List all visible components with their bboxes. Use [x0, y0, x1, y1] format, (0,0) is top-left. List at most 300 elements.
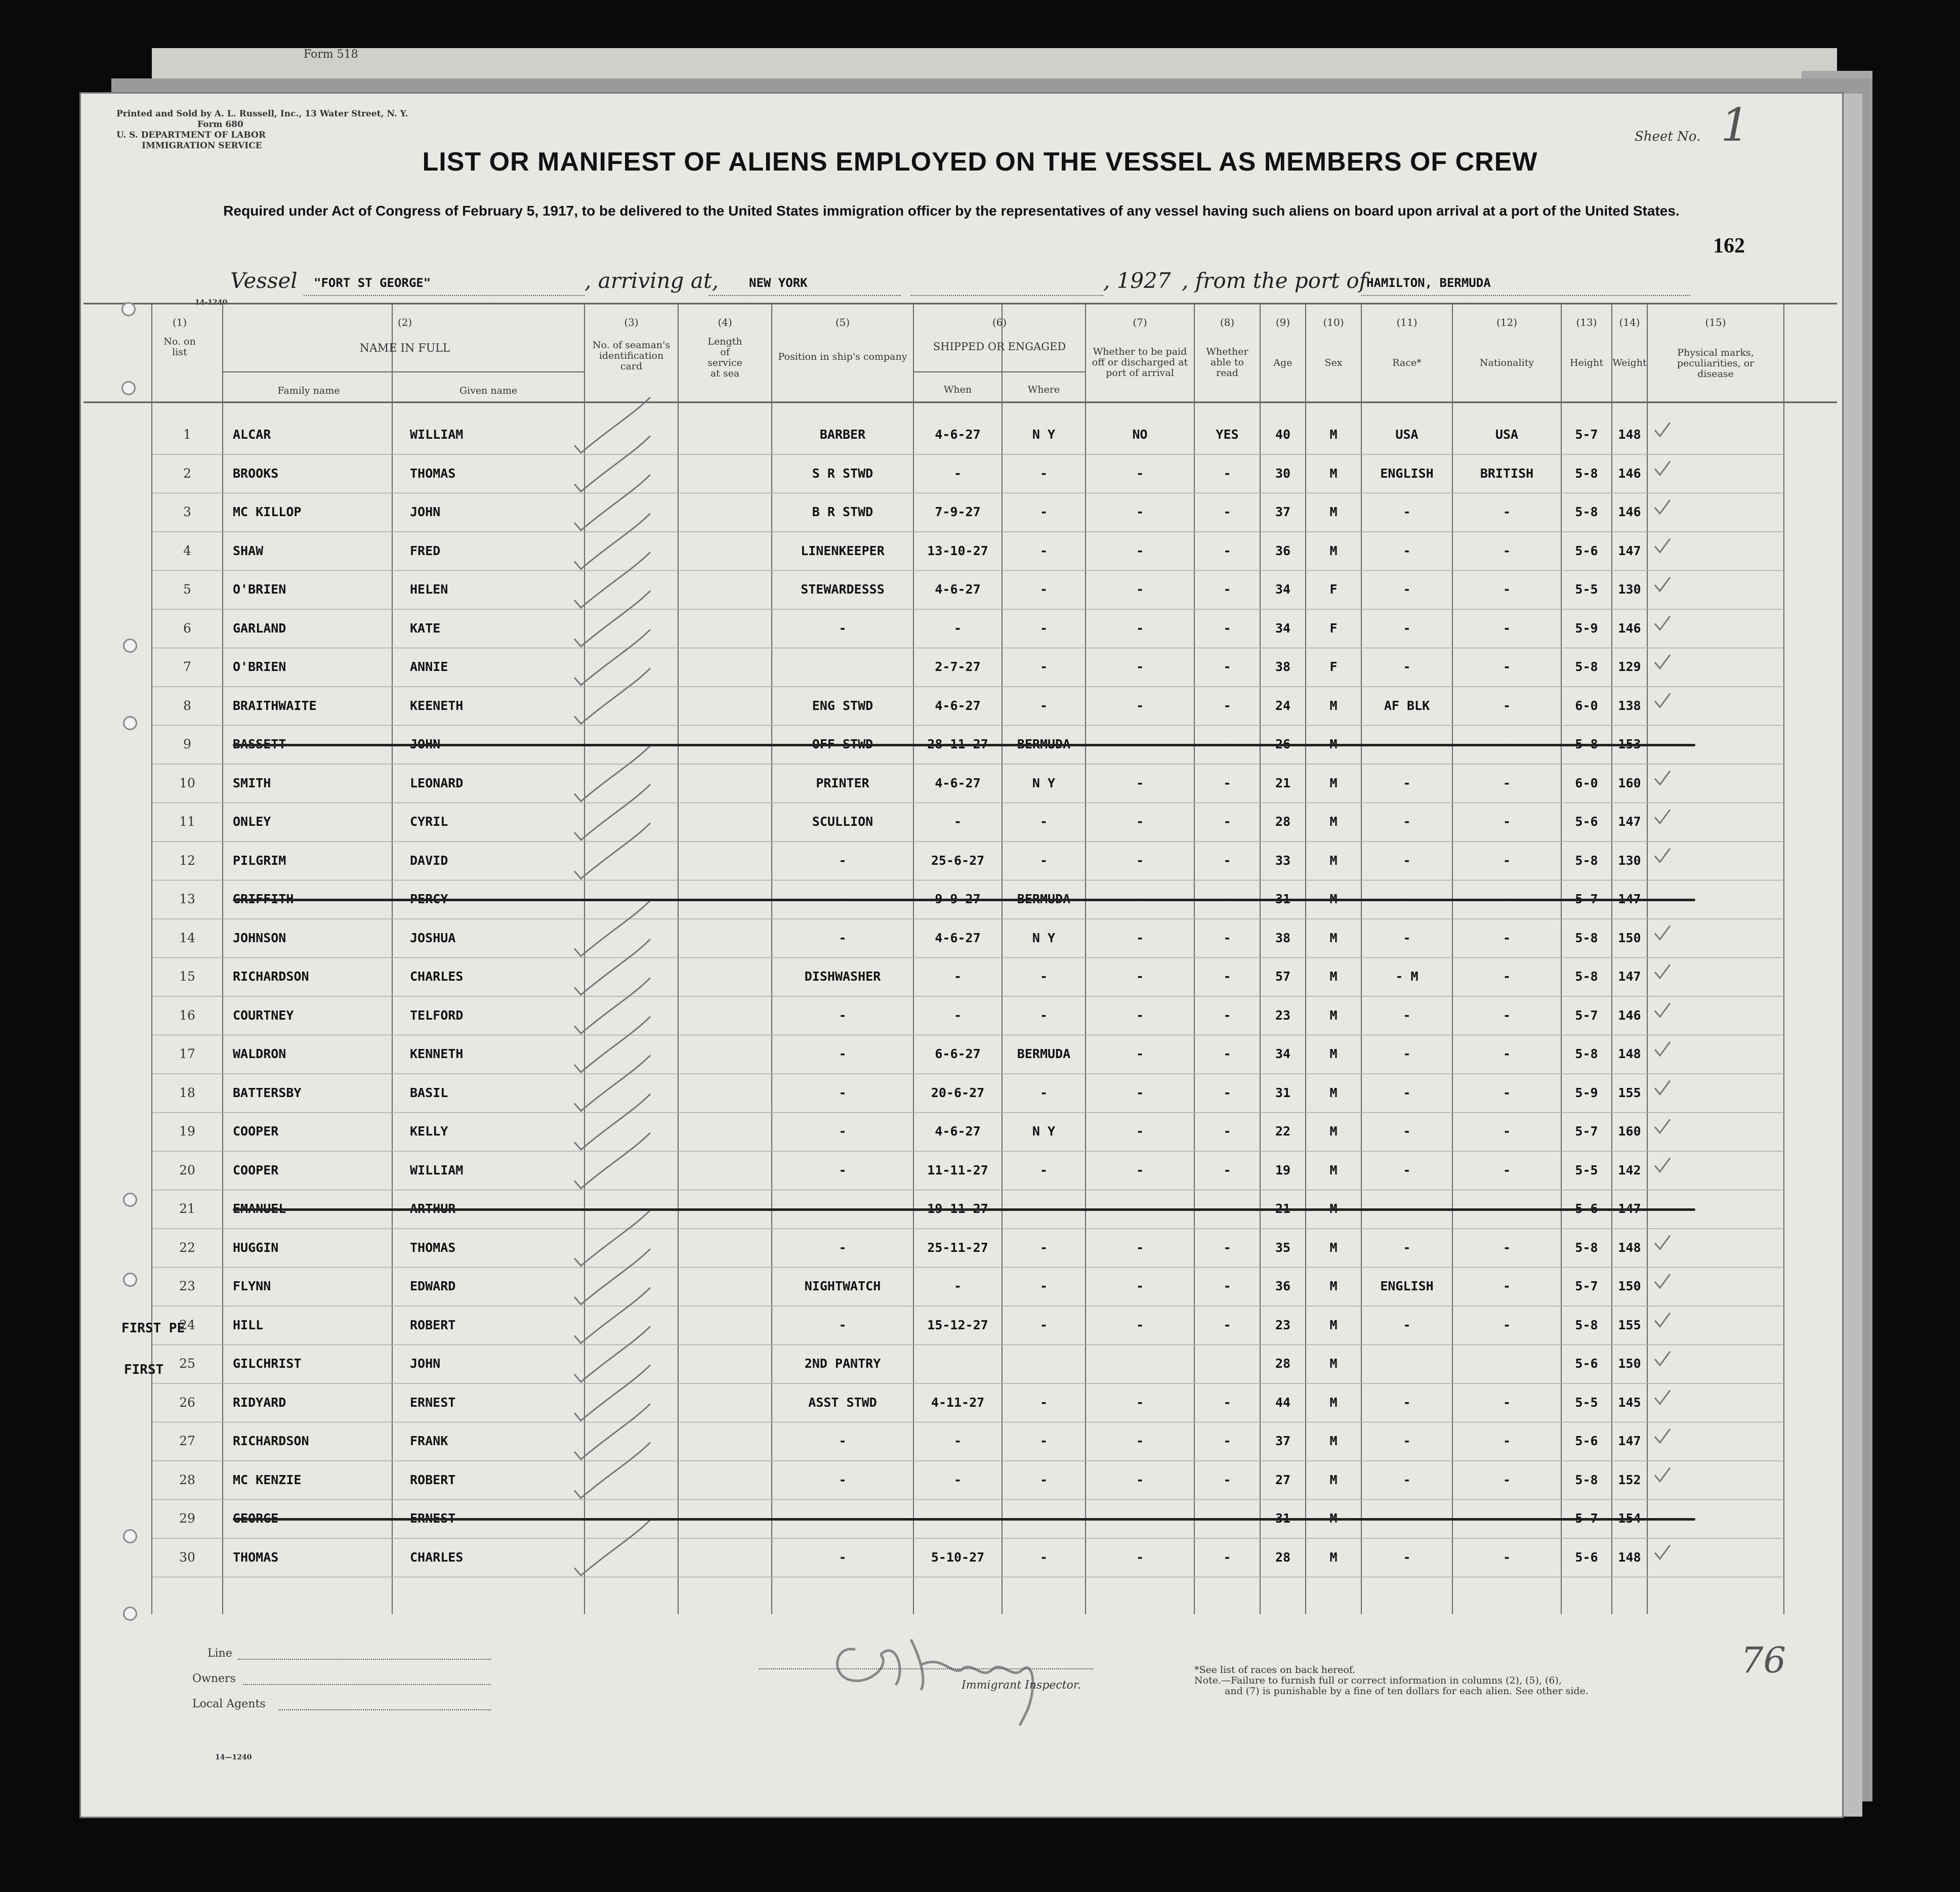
- tick-mark: [1655, 849, 1670, 862]
- row-3-no: 3: [183, 504, 191, 519]
- row-15-paid: -: [1136, 969, 1144, 984]
- row-28-position: -: [839, 1472, 847, 1487]
- row-21-no: 21: [179, 1201, 195, 1216]
- row-25-height: 5-6: [1575, 1356, 1598, 1371]
- row-5-age: 34: [1275, 582, 1291, 597]
- row-8-paid: -: [1136, 698, 1144, 713]
- binder-hole: [123, 1193, 137, 1207]
- row-18-sex: M: [1329, 1085, 1338, 1100]
- row-13-no: 13: [179, 892, 195, 906]
- tick-mark: [1655, 1158, 1670, 1172]
- row-5-position: STEWARDESSS: [801, 582, 885, 597]
- row-17-height: 5-8: [1575, 1046, 1598, 1061]
- margin-note-25: FIRST: [124, 1362, 164, 1377]
- row-2-position: S R STWD: [812, 466, 873, 481]
- row-23-age: 36: [1275, 1279, 1291, 1293]
- row-3-weight: 146: [1618, 504, 1641, 519]
- row-20-position: -: [839, 1162, 847, 1178]
- row-4-when: 13-10-27: [927, 543, 988, 558]
- tick-mark: [1655, 1429, 1670, 1443]
- service: IMMIGRATION SERVICE: [142, 141, 262, 151]
- row-10-no: 10: [179, 775, 195, 790]
- col-3-label: No. of seaman's identification card: [592, 340, 671, 372]
- row-3-where: -: [1039, 504, 1048, 519]
- row-20-race: -: [1403, 1162, 1411, 1178]
- col-12-label: Nationality: [1479, 357, 1534, 368]
- row-5-given: HELEN: [410, 582, 448, 597]
- row-24-age: 23: [1275, 1317, 1291, 1332]
- tick-mark: [1655, 616, 1670, 630]
- row-18-nat: -: [1503, 1085, 1511, 1100]
- row-24-height: 5-8: [1575, 1317, 1598, 1332]
- row-8-age: 24: [1275, 698, 1291, 713]
- row-10-nat: -: [1503, 775, 1511, 790]
- row-2-age: 30: [1275, 466, 1291, 481]
- row-18-where: -: [1039, 1085, 1048, 1100]
- row-15-race: - M: [1395, 969, 1419, 984]
- row-4-weight: 147: [1618, 543, 1641, 558]
- footer-owners-field: [243, 1684, 491, 1685]
- row-8-position: ENG STWD: [812, 698, 873, 713]
- binder-hole: [123, 1529, 137, 1543]
- row-20-read: -: [1223, 1162, 1231, 1178]
- row-17-nat: -: [1503, 1046, 1511, 1061]
- pencil-check-mark: [574, 784, 650, 840]
- handwritten-page-mark: 76: [1741, 1639, 1786, 1681]
- row-18-given: BASIL: [410, 1085, 448, 1100]
- row-24-race: -: [1403, 1317, 1411, 1332]
- tick-mark: [1655, 500, 1670, 514]
- tick-mark: [1655, 810, 1670, 823]
- row-19-sex: M: [1329, 1124, 1338, 1139]
- pencil-check-mark: [574, 629, 650, 685]
- row-16-race: -: [1403, 1007, 1411, 1023]
- row-16-weight: 146: [1618, 1007, 1641, 1023]
- row-23-read: -: [1223, 1279, 1231, 1293]
- row-19-given: KELLY: [410, 1124, 448, 1139]
- row-16-position: -: [839, 1007, 847, 1023]
- printer-line: Printed and Sold by A. L. Russell, Inc., 13 Water Street, N. Y.: [116, 109, 408, 119]
- row-22-race: -: [1403, 1240, 1411, 1255]
- sheet-number-value: 1: [1721, 99, 1750, 152]
- row-4-height: 5-6: [1575, 543, 1598, 558]
- binder-hole: [123, 1607, 137, 1621]
- row-30-given: CHARLES: [410, 1549, 464, 1565]
- row-10-paid: -: [1136, 775, 1144, 790]
- row-22-when: 25-11-27: [927, 1240, 988, 1255]
- row-26-age: 44: [1275, 1395, 1291, 1410]
- row-3-when: 7-9-27: [935, 504, 981, 519]
- margin-note-24: FIRST PE: [121, 1321, 185, 1336]
- row-11-given: CYRIL: [410, 814, 448, 829]
- row-11-age: 28: [1275, 814, 1291, 829]
- row-23-nat: -: [1503, 1279, 1511, 1293]
- col-7-num: (7): [1133, 316, 1147, 328]
- row-30-when: 5-10-27: [931, 1549, 985, 1565]
- row-30-weight: 148: [1618, 1549, 1641, 1565]
- pencil-check-mark: [574, 1404, 650, 1459]
- col-10-num: (10): [1323, 316, 1344, 328]
- form-label: Form 518: [304, 48, 358, 61]
- row-4-position: LINENKEEPER: [801, 543, 885, 558]
- row-22-read: -: [1223, 1240, 1231, 1255]
- row-16-family: COURTNEY: [233, 1007, 294, 1023]
- pencil-check-mark: [574, 1288, 650, 1343]
- row-26-weight: 145: [1618, 1395, 1641, 1410]
- row-4-paid: -: [1136, 543, 1144, 558]
- row-6-given: KATE: [410, 620, 441, 636]
- footer-line-label: Line: [207, 1647, 232, 1660]
- row-7-no: 7: [183, 659, 191, 674]
- tick-mark: [1655, 655, 1670, 668]
- arrival-port: NEW YORK: [749, 276, 808, 290]
- row-7-weight: 129: [1618, 659, 1641, 674]
- row-3-sex: M: [1329, 504, 1338, 519]
- row-3-given: JOHN: [410, 504, 441, 519]
- pencil-check-mark: [574, 939, 650, 995]
- col-15-num: (15): [1705, 316, 1726, 328]
- col-7-label: Whether to be paid off or discharged at port of arrival: [1092, 346, 1188, 379]
- page-title: LIST OR MANIFEST OF ALIENS EMPLOYED ON THE VESSEL AS MEMBERS OF CREW: [422, 147, 1538, 177]
- row-19-height: 5-7: [1575, 1124, 1598, 1139]
- row-18-race: -: [1403, 1085, 1411, 1100]
- row-8-read: -: [1223, 698, 1231, 713]
- row-25-age: 28: [1275, 1356, 1291, 1371]
- row-25-no: 25: [179, 1356, 195, 1371]
- row-8-height: 6-0: [1575, 698, 1598, 713]
- col-1-num: (1): [172, 316, 187, 328]
- row-20-given: WILLIAM: [410, 1162, 464, 1178]
- row-10-weight: 160: [1618, 775, 1641, 790]
- row-13-strikethrough: [233, 899, 1695, 901]
- row-1-read: YES: [1216, 427, 1239, 442]
- row-22-age: 35: [1275, 1240, 1291, 1255]
- row-22-height: 5-8: [1575, 1240, 1598, 1255]
- row-15-family: RICHARDSON: [233, 969, 309, 984]
- tick-mark: [1655, 771, 1670, 785]
- col-15-label: Physical marks, peculiarities, or disease: [1677, 347, 1755, 380]
- row-10-position: PRINTER: [816, 775, 869, 790]
- row-29-no: 29: [179, 1511, 195, 1526]
- footer-note: [1194, 1665, 1589, 1697]
- row-14-given: JOSHUA: [410, 930, 456, 945]
- row-5-weight: 130: [1618, 582, 1641, 597]
- pencil-check-mark: [574, 1443, 650, 1498]
- row-14-read: -: [1223, 930, 1231, 945]
- row-8-weight: 138: [1618, 698, 1641, 713]
- row-3-read: -: [1223, 504, 1231, 519]
- row-27-when: -: [953, 1434, 962, 1448]
- row-24-when: 15-12-27: [927, 1317, 988, 1332]
- row-7-read: -: [1223, 659, 1231, 674]
- row-26-where: -: [1039, 1395, 1048, 1410]
- pencil-check-mark: [574, 746, 650, 802]
- row-28-age: 27: [1275, 1472, 1291, 1487]
- row-1-sex: M: [1329, 427, 1338, 442]
- row-7-nat: -: [1503, 659, 1511, 674]
- row-8-family: BRAITHWAITE: [233, 698, 317, 713]
- row-4-nat: -: [1503, 543, 1511, 558]
- row-22-position: -: [839, 1240, 847, 1255]
- row-17-read: -: [1223, 1046, 1231, 1061]
- row-18-family: BATTERSBY: [233, 1085, 302, 1100]
- row-6-position: -: [839, 620, 847, 636]
- row-5-family: O'BRIEN: [233, 582, 286, 597]
- row-19-weight: 160: [1618, 1124, 1641, 1139]
- row-24-read: -: [1223, 1317, 1231, 1332]
- row-16-sex: M: [1329, 1007, 1338, 1023]
- row-16-no: 16: [179, 1007, 195, 1023]
- pencil-check-mark: [574, 1520, 650, 1576]
- pencil-check-mark: [574, 1056, 650, 1111]
- row-23-race: ENGLISH: [1380, 1279, 1434, 1293]
- footer-note-races: *See list of races on back hereof.: [1194, 1664, 1356, 1675]
- col-6-when: When: [943, 384, 972, 395]
- row-1-where: N Y: [1032, 427, 1056, 442]
- row-24-no: 24: [179, 1317, 195, 1332]
- from-port-label: , from the port of: [1182, 268, 1367, 293]
- col-9-num: (9): [1275, 316, 1290, 328]
- row-26-read: -: [1223, 1395, 1231, 1410]
- row-2-weight: 146: [1618, 466, 1641, 481]
- row-26-paid: -: [1136, 1395, 1144, 1410]
- tick-mark: [1655, 1081, 1670, 1095]
- pencil-check-mark: [574, 475, 650, 530]
- tick-mark: [1655, 461, 1670, 475]
- row-11-position: SCULLION: [812, 814, 873, 829]
- row-1-race: USA: [1395, 427, 1419, 442]
- row-1-weight: 148: [1618, 427, 1641, 442]
- row-12-sex: M: [1329, 853, 1338, 868]
- row-27-race: -: [1403, 1434, 1411, 1448]
- row-19-age: 22: [1275, 1124, 1291, 1139]
- row-19-nat: -: [1503, 1124, 1511, 1139]
- footer-note-penalty-cont: and (7) is punishable by a fine of ten dollars for each alien. See other side.: [1225, 1686, 1589, 1697]
- row-17-when: 6-6-27: [935, 1046, 981, 1061]
- tick-mark: [1655, 1003, 1670, 1017]
- row-15-position: DISHWASHER: [804, 969, 881, 984]
- row-30-race: -: [1403, 1549, 1411, 1565]
- row-24-where: -: [1039, 1317, 1048, 1332]
- row-6-sex: F: [1329, 620, 1338, 636]
- row-23-when: -: [953, 1279, 962, 1293]
- row-19-family: COOPER: [233, 1124, 279, 1139]
- row-10-when: 4-6-27: [935, 775, 981, 790]
- row-10-race: -: [1403, 775, 1411, 790]
- row-6-read: -: [1223, 620, 1231, 636]
- row-10-age: 21: [1275, 775, 1291, 790]
- col-6-num: (6): [992, 316, 1007, 328]
- row-17-no: 17: [179, 1046, 195, 1061]
- row-12-family: PILGRIM: [233, 853, 286, 868]
- arriving-label: , arriving at,: [585, 268, 719, 293]
- row-30-no: 30: [179, 1549, 195, 1565]
- row-16-given: TELFORD: [410, 1007, 464, 1023]
- row-12-paid: -: [1136, 853, 1144, 868]
- row-16-where: -: [1039, 1007, 1048, 1023]
- pencil-check-mark: [574, 552, 650, 608]
- row-10-read: -: [1223, 775, 1231, 790]
- row-30-paid: -: [1136, 1549, 1144, 1565]
- row-14-height: 5-8: [1575, 930, 1598, 945]
- row-25-weight: 150: [1618, 1356, 1641, 1371]
- row-25-sex: M: [1329, 1356, 1338, 1371]
- row-22-family: HUGGIN: [233, 1240, 279, 1255]
- row-3-paid: -: [1136, 504, 1144, 519]
- row-24-nat: -: [1503, 1317, 1511, 1332]
- row-4-age: 36: [1275, 543, 1291, 558]
- row-11-family: ONLEY: [233, 814, 271, 829]
- tick-mark: [1655, 1313, 1670, 1327]
- row-5-race: -: [1403, 582, 1411, 597]
- row-18-height: 5-9: [1575, 1085, 1598, 1100]
- row-27-position: -: [839, 1434, 847, 1448]
- row-15-where: -: [1039, 969, 1048, 984]
- row-28-race: -: [1403, 1472, 1411, 1487]
- row-22-where: -: [1039, 1240, 1048, 1255]
- col-6-where: Where: [1027, 384, 1060, 395]
- row-28-where: -: [1039, 1472, 1048, 1487]
- row-17-given: KENNETH: [410, 1046, 464, 1061]
- row-2-no: 2: [183, 466, 191, 481]
- row-22-paid: -: [1136, 1240, 1144, 1255]
- row-23-where: -: [1039, 1279, 1048, 1293]
- tick-mark: [1655, 423, 1670, 436]
- col-4-label: Length of service at sea: [707, 336, 742, 379]
- row-6-where: -: [1039, 620, 1048, 636]
- col-12-num: (12): [1496, 316, 1518, 328]
- tick-mark: [1655, 1391, 1670, 1404]
- row-17-weight: 148: [1618, 1046, 1641, 1061]
- row-23-given: EDWARD: [410, 1279, 456, 1293]
- row-23-weight: 150: [1618, 1279, 1641, 1293]
- tick-mark: [1655, 926, 1670, 940]
- row-28-nat: -: [1503, 1472, 1511, 1487]
- row-4-where: -: [1039, 543, 1048, 558]
- row-5-read: -: [1223, 582, 1231, 597]
- row-10-sex: M: [1329, 775, 1338, 790]
- pencil-check-mark: [574, 1210, 650, 1266]
- sheet-number-label: Sheet No.: [1635, 129, 1701, 144]
- row-20-no: 20: [179, 1162, 195, 1178]
- row-10-family: SMITH: [233, 775, 271, 790]
- tick-mark: [1655, 1468, 1670, 1482]
- row-7-race: -: [1403, 659, 1411, 674]
- binder-hole: [123, 1273, 137, 1287]
- row-22-given: THOMAS: [410, 1240, 456, 1255]
- col-13-label: Height: [1570, 357, 1603, 368]
- row-8-nat: -: [1503, 698, 1511, 713]
- col-2-family: Family name: [277, 385, 340, 396]
- row-30-height: 5-6: [1575, 1549, 1598, 1565]
- tick-mark: [1655, 1042, 1670, 1056]
- row-12-given: DAVID: [410, 853, 448, 868]
- row-2-family: BROOKS: [233, 466, 279, 481]
- row-27-weight: 147: [1618, 1434, 1641, 1448]
- pencil-check-mark: [574, 1017, 650, 1072]
- pencil-check-mark: [574, 591, 650, 647]
- form-code-small: 14-1240: [195, 299, 228, 307]
- row-15-sex: M: [1329, 969, 1338, 984]
- row-22-sex: M: [1329, 1240, 1338, 1255]
- col-9-label: Age: [1273, 357, 1292, 368]
- row-14-family: JOHNSON: [233, 930, 286, 945]
- row-19-race: -: [1403, 1124, 1411, 1139]
- row-19-paid: -: [1136, 1124, 1144, 1139]
- row-20-family: COOPER: [233, 1162, 279, 1178]
- tick-mark: [1655, 1274, 1670, 1288]
- row-26-no: 26: [179, 1395, 195, 1410]
- row-28-height: 5-8: [1575, 1472, 1598, 1487]
- row-14-when: 4-6-27: [935, 930, 981, 945]
- pencil-check-mark: [574, 397, 650, 453]
- tick-mark: [1655, 1236, 1670, 1249]
- stamp-number: 162: [1713, 234, 1745, 258]
- row-27-where: -: [1039, 1434, 1048, 1448]
- row-19-when: 4-6-27: [935, 1124, 981, 1139]
- row-22-nat: -: [1503, 1240, 1511, 1255]
- col-2-given: Given name: [459, 385, 518, 396]
- row-12-age: 33: [1275, 853, 1291, 868]
- row-14-no: 14: [179, 930, 195, 945]
- footer-agents-field: [278, 1709, 491, 1710]
- inspector-signature: [820, 1609, 1083, 1731]
- row-8-given: KEENETH: [410, 698, 464, 713]
- row-25-given: JOHN: [410, 1356, 441, 1371]
- row-30-read: -: [1223, 1549, 1231, 1565]
- row-8-race: AF BLK: [1384, 698, 1430, 713]
- row-6-no: 6: [183, 620, 191, 636]
- vessel-label: Vessel: [230, 268, 298, 293]
- vessel-name: "FORT ST GEORGE": [314, 276, 431, 290]
- binder-hole: [121, 302, 136, 316]
- row-1-given: WILLIAM: [410, 427, 464, 442]
- row-6-age: 34: [1275, 620, 1291, 636]
- row-18-no: 18: [179, 1085, 195, 1100]
- row-7-age: 38: [1275, 659, 1291, 674]
- row-12-weight: 130: [1618, 853, 1641, 868]
- row-5-sex: F: [1329, 582, 1338, 597]
- row-18-age: 31: [1275, 1085, 1291, 1100]
- row-30-sex: M: [1329, 1549, 1338, 1565]
- row-22-no: 22: [179, 1240, 195, 1255]
- row-15-age: 57: [1275, 969, 1291, 984]
- row-23-position: NIGHTWATCH: [804, 1279, 881, 1293]
- row-24-position: -: [839, 1317, 847, 1332]
- row-7-height: 5-8: [1575, 659, 1598, 674]
- row-8-no: 8: [183, 698, 191, 713]
- tick-mark: [1655, 964, 1670, 978]
- page-subtitle: Required under Act of Congress of February 5, 1917, to be delivered to the United States immigration officer by the representatives of any vessel having such aliens on board upon arrival at a port of the United States.: [223, 203, 1680, 219]
- row-5-paid: -: [1136, 582, 1144, 597]
- row-11-no: 11: [179, 814, 195, 829]
- row-1-nat: USA: [1495, 427, 1519, 442]
- row-14-age: 38: [1275, 930, 1291, 945]
- row-27-given: FRANK: [410, 1434, 448, 1448]
- row-20-paid: -: [1136, 1162, 1144, 1178]
- row-28-weight: 152: [1618, 1472, 1641, 1487]
- row-12-no: 12: [179, 853, 195, 868]
- row-30-nat: -: [1503, 1549, 1511, 1565]
- row-2-when: -: [953, 466, 962, 481]
- row-27-nat: -: [1503, 1434, 1511, 1448]
- row-16-when: -: [953, 1007, 962, 1023]
- row-28-read: -: [1223, 1472, 1231, 1487]
- row-11-weight: 147: [1618, 814, 1641, 829]
- row-18-paid: -: [1136, 1085, 1144, 1100]
- row-7-where: -: [1039, 659, 1048, 674]
- row-20-age: 19: [1275, 1162, 1291, 1178]
